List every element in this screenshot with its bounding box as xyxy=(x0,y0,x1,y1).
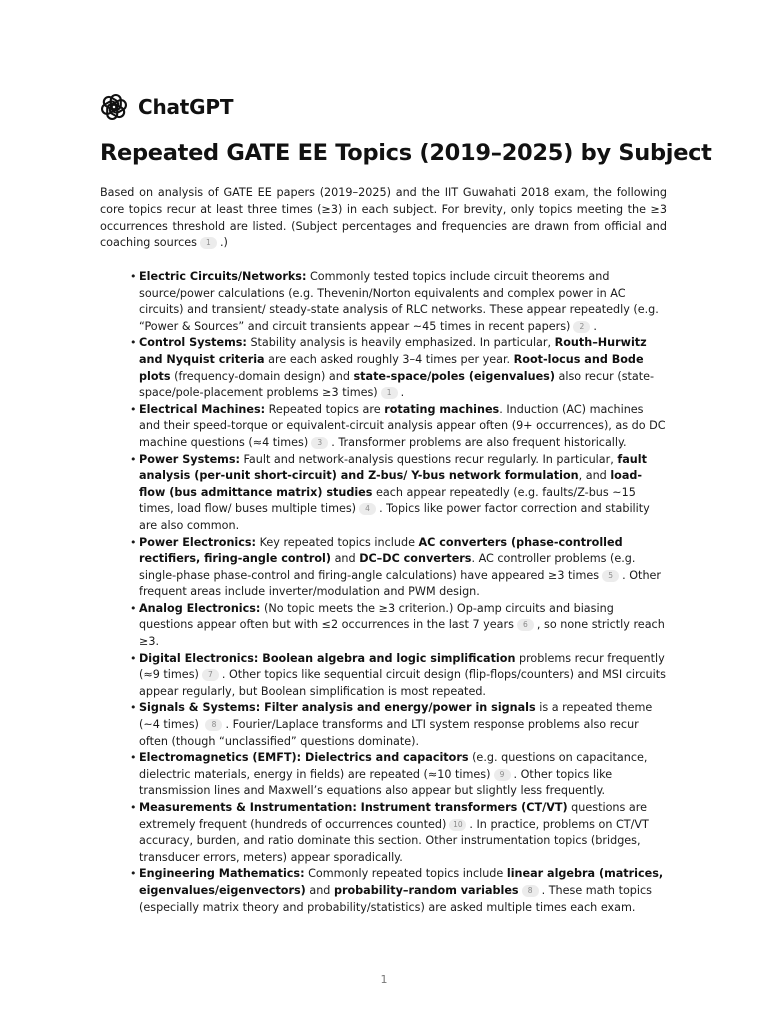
body-text: . Other frequent areas include inverter/modulation and PWM design. xyxy=(139,568,662,599)
citation-badge[interactable]: 3 xyxy=(311,437,328,449)
bold-text: load-flow (bus admittance matrix) studies xyxy=(139,469,643,499)
bold-text: Analog Electronics: xyxy=(139,601,261,615)
list-item-power-systems xyxy=(100,452,667,535)
bold-text: Digital Electronics: Boolean algebra and logic simplification xyxy=(139,651,516,665)
citation-badge[interactable]: 8 xyxy=(205,719,222,731)
bold-text: Electrical Machines: xyxy=(139,402,266,416)
list-item-electrical-machines xyxy=(100,402,667,452)
body-text: (No topic meets the ≥3 criterion.) Op-amp circuits and biasing questions appear often but with ≤2 occurrences in the last 7 years xyxy=(139,601,614,632)
list-item-power-electronics xyxy=(100,535,667,601)
intro-end: .) xyxy=(219,236,228,250)
bold-text: rotating machines xyxy=(384,402,500,416)
citation-badge[interactable]: 4 xyxy=(359,503,376,515)
bold-text: Engineering Mathematics: xyxy=(139,867,305,881)
body-text: Fault and network-analysis questions recur regularly. In particular, xyxy=(239,452,618,466)
body-text: questions are extremely frequent (hundreds of occurrences counted) xyxy=(139,801,647,831)
citation-badge[interactable]: 1 xyxy=(200,237,217,249)
bold-text: Power Electronics: xyxy=(139,535,257,549)
body-text: . These math topics (especially matrix theory and probability/statistics) are asked multiple times each exam. xyxy=(139,883,652,914)
body-text: Commonly repeated topics include xyxy=(304,867,507,881)
body-text: Commonly tested topics include circuit theorems and source/power calculations (e.g. Thevenin/Norton equivalents and complex power in AC circuits) and transient/ steady-state analysis of RLC networks. These appear repeatedly (e.g. “Power & Sources” and circuit transients appear ~45 times in recent papers) xyxy=(139,270,659,333)
list-item-electromagnetics xyxy=(100,750,667,800)
citation-badge[interactable]: 8 xyxy=(522,885,539,897)
list-item-measurements xyxy=(100,800,667,866)
topic-list xyxy=(100,269,667,916)
citation-badge[interactable]: 5 xyxy=(602,570,619,582)
body-text: . Other topics like sequential circuit design (flip-flops/counters) and MSI circuits appear regularly, but Boolean simplification is most repeated. xyxy=(139,668,666,698)
bold-text: Routh–Hurwitz and Nyquist criteria xyxy=(139,336,647,366)
openai-logo-icon xyxy=(100,93,128,121)
bold-text: Measurements & Instrumentation: Instrument transformers (CT/VT) xyxy=(139,801,568,814)
list-item-electric-circuits xyxy=(100,269,667,335)
bold-text: Electromagnetics (EMFT): Dielectrics and capacitors xyxy=(139,751,469,765)
body-text: . Fourier/Laplace transforms and LTI system response problems also recur often (though “unclassified” questions dominate). xyxy=(139,718,639,748)
citation-badge[interactable]: 9 xyxy=(494,769,511,781)
intro-text: Based on analysis of GATE EE papers (2019–2025) and the IIT Guwahati 2018 exam, the following core topics recur at least three times (≥3) in each subject. For brevity, only topics meeting the ≥3 occurrences threshold are listed. (Subject percentages and frequencies are drawn from official and coaching sources xyxy=(100,186,667,250)
bold-text: Control Systems: xyxy=(139,336,247,350)
citation-badge[interactable]: 6 xyxy=(517,619,534,631)
body-text: is a repeated theme (~4 times) xyxy=(139,701,653,732)
body-text: and xyxy=(331,552,360,566)
body-text: . xyxy=(593,319,597,333)
bold-text: state-space/poles (eigenvalues) xyxy=(353,369,555,383)
body-text: . Induction (AC) machines and their speed-torque or equivalent-circuit analysis appear often (9+ occurrences), as do DC machine questions (≈4 times) xyxy=(139,402,666,449)
bold-text: DC–DC converters xyxy=(359,552,472,566)
body-text: also recur (state-space/pole-placement problems ≥3 times) xyxy=(139,369,655,400)
brand-name: ChatGPT xyxy=(138,95,234,119)
body-text: (e.g. questions on capacitance, dielectric materials, energy in fields) are repeated (≈10 times) xyxy=(139,751,648,781)
bold-text: Power Systems: xyxy=(139,452,240,466)
body-text: . Other topics like transmission lines and Maxwell’s equations also appear but slightly less frequently. xyxy=(139,767,613,798)
body-text: Key repeated topics include xyxy=(256,535,419,549)
body-text: , so none strictly reach ≥3. xyxy=(139,618,665,649)
body-text: Stability analysis is heavily emphasized. In particular, xyxy=(246,336,555,350)
list-item-engineering-mathematics xyxy=(100,866,667,916)
body-text: . AC controller problems (e.g. single-phase phase-control and firing-angle calculations) have appeared ≥3 times xyxy=(139,552,636,582)
body-text: . Topics like power factor correction and stability are also common. xyxy=(139,502,650,532)
body-text: problems recur frequently (≈9 times) xyxy=(139,651,665,682)
citation-badge[interactable]: 7 xyxy=(202,669,219,681)
bold-text: Electric Circuits/Networks: xyxy=(139,270,307,283)
body-text: . Transformer problems are also frequent historically. xyxy=(331,435,627,449)
body-text: (frequency-domain design) and xyxy=(170,369,354,383)
bold-text: linear algebra (matrices, eigenvalues/eigenvectors) xyxy=(139,867,664,897)
citation-badge[interactable]: 2 xyxy=(573,321,590,333)
body-text: each appear repeatedly (e.g. faults/Z-bus ~15 times, load flow/ buses multiple times) xyxy=(139,485,636,516)
bold-text: probability–random variables xyxy=(333,883,519,897)
list-item-digital-electronics xyxy=(100,651,667,701)
list-item-signals-systems xyxy=(100,700,667,750)
page-number: 1 xyxy=(380,973,388,986)
body-text: , and xyxy=(578,469,611,483)
list-item-control-systems xyxy=(100,335,667,401)
intro-paragraph xyxy=(100,185,667,252)
list-item-analog-electronics xyxy=(100,601,667,651)
brand-header xyxy=(100,93,233,121)
bold-text: fault analysis (per-unit short-circuit) and Z-bus/ Y-bus network formulation xyxy=(139,452,647,483)
bold-text: Root-locus and Bode plots xyxy=(139,352,644,383)
bold-text: Signals & Systems: Filter analysis and energy/power in signals xyxy=(139,701,536,715)
body-text: are each asked roughly 3–4 times per year. xyxy=(264,352,514,366)
body-text: . xyxy=(400,386,405,400)
body-text: Repeated topics are xyxy=(265,402,385,416)
body-text: and xyxy=(305,883,334,897)
body-text: . In practice, problems on CT/VT accuracy, burden, and ratio dominate this section. Other instrumentation topics (bridges, transducer errors, meters) appear sporadically. xyxy=(139,817,649,864)
citation-badge[interactable]: 10 xyxy=(449,819,466,831)
bold-text: AC converters (phase-controlled rectifiers, firing-angle control) xyxy=(139,535,623,566)
page-title: Repeated GATE EE Topics (2019–2025) by Subject xyxy=(100,140,712,166)
citation-badge[interactable]: 1 xyxy=(381,387,398,399)
